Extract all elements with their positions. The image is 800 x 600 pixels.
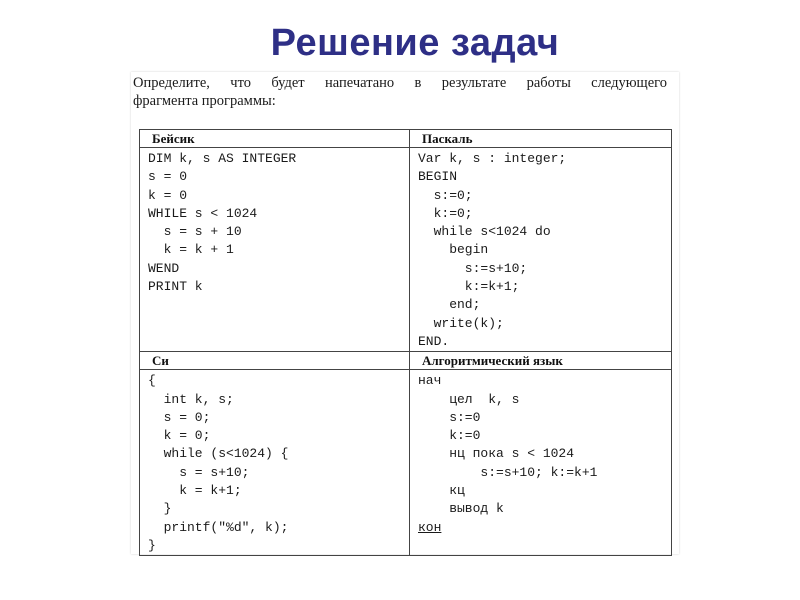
header-c: Си xyxy=(140,352,410,370)
header-basic: Бейсик xyxy=(140,130,410,148)
cell-c xyxy=(140,370,410,556)
code-algo xyxy=(410,370,671,537)
cell-pascal xyxy=(410,148,672,352)
code-algo-end: кон xyxy=(418,519,442,535)
slide-title: Решение задач xyxy=(270,22,560,64)
code-c: { int k, s; s = 0; k = 0; while (s<1024) { s = s+10; k = k+1; } printf("%d", k); } xyxy=(148,373,289,553)
code-algo-body: нач цел k, s s:=0 k:=0 нц пока s < 1024 s:=s+10; k:=k+1 кц вывод k xyxy=(418,373,598,517)
cell-basic xyxy=(140,148,410,352)
code-table xyxy=(139,129,672,556)
question-line-2: фрагмента программы: xyxy=(133,93,276,109)
header-pascal: Паскаль xyxy=(410,130,672,148)
code-basic: DIM k, s AS INTEGER s = 0 k = 0 WHILE s < 1024 s = s + 10 k = k + 1 WEND PRINT k xyxy=(148,151,297,295)
code-pascal: Var k, s : integer; BEGIN s:=0; k:=0; while s<1024 do begin s:=s+10; k:=k+1; end; write(k); END. xyxy=(418,151,567,349)
header-algo: Алгоритмический язык xyxy=(410,352,672,370)
cell-algo xyxy=(410,370,672,556)
question-line-1: Определите, что будет напечатано в результате работы следующего xyxy=(133,75,667,91)
question-text xyxy=(133,74,667,110)
